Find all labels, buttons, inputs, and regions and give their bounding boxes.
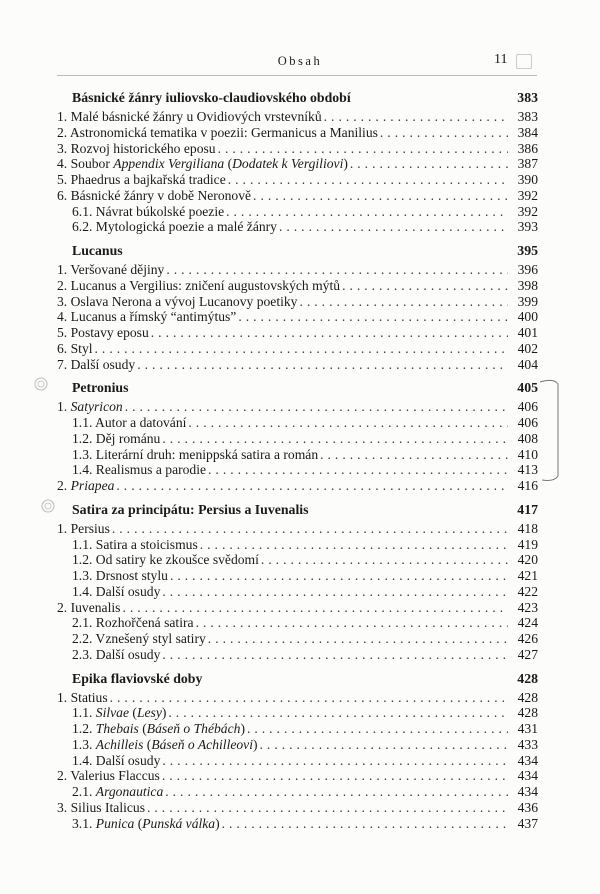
leader-dots (170, 568, 508, 584)
title-part: Iuvenalis (70, 599, 121, 615)
entry-title (57, 341, 93, 357)
title-part: ( (143, 736, 152, 752)
toc-entry[interactable] (57, 415, 538, 431)
title-part: ) (240, 721, 245, 736)
toc-entry[interactable] (57, 357, 538, 373)
toc-section (57, 241, 538, 372)
entry-page: 413 (517, 462, 538, 478)
entry-page: 398 (517, 277, 538, 293)
entry-page: 428 (517, 705, 538, 721)
title-part: Rozvoj historického eposu (70, 140, 216, 156)
toc-entry[interactable] (57, 109, 538, 125)
entry-title (57, 552, 259, 568)
toc-entry[interactable] (57, 768, 538, 784)
entry-number: 6. (57, 187, 68, 203)
toc-entry[interactable] (57, 705, 538, 721)
entry-number: 1.4. (72, 583, 93, 599)
entry-number: 2. (57, 124, 68, 140)
leader-dots (260, 737, 508, 753)
entry-number: 6. (57, 340, 68, 356)
leader-dots (342, 278, 508, 294)
entry-page: 422 (517, 583, 538, 599)
entry-title (57, 647, 160, 663)
entry-title (57, 768, 160, 784)
leader-dots (116, 478, 508, 494)
entry-number: 2.3. (72, 646, 93, 662)
entry-title (57, 584, 160, 600)
toc-entry[interactable] (57, 462, 538, 478)
section-heading[interactable] (57, 88, 538, 109)
entry-title (57, 721, 245, 737)
section-title: Básnické žánry iuliovsko-claudiovského období (72, 90, 351, 105)
title-part: ) (343, 156, 348, 172)
entry-title (57, 204, 224, 220)
toc-entry[interactable] (57, 800, 538, 816)
entry-number: 1.1. (72, 705, 93, 721)
leader-dots (226, 204, 508, 220)
entry-number: 6.2. (72, 219, 93, 235)
leader-dots (162, 768, 508, 784)
title-part: Postavy eposu (70, 325, 149, 340)
toc-entry[interactable] (57, 141, 538, 157)
toc-entry[interactable] (57, 172, 538, 188)
toc-entry[interactable] (57, 690, 538, 706)
section-title: Lucanus (72, 243, 123, 258)
title-part: Rozhořčená satira (95, 615, 194, 631)
title-part: Lucanus a římský “antimýtus” (70, 309, 237, 325)
leader-dots (166, 262, 508, 278)
entry-title (57, 447, 318, 463)
leader-dots (151, 325, 508, 341)
entry-title (57, 172, 226, 188)
entry-title (57, 737, 258, 753)
title-part: Návrat búkolské poezie (95, 203, 225, 219)
entry-title (57, 357, 135, 373)
entry-page: 393 (517, 219, 538, 235)
table-of-contents (57, 88, 538, 837)
entry-number: 1.3. (72, 568, 93, 583)
entry-number: 2.1. (72, 784, 93, 799)
title-part-italic: Báseň o Achilleovi (151, 736, 253, 752)
leader-dots (200, 537, 508, 553)
toc-entry[interactable] (57, 399, 538, 415)
section-page: 383 (517, 90, 538, 105)
entry-title (57, 188, 251, 204)
entry-title (57, 431, 160, 447)
toc-entry[interactable] (57, 309, 538, 325)
entry-page: 434 (517, 768, 538, 784)
leader-dots (196, 615, 508, 631)
entry-page: 404 (517, 356, 538, 372)
entry-page: 390 (517, 172, 538, 187)
title-part: Vznešený styl satiry (95, 631, 206, 646)
toc-entry[interactable] (57, 647, 538, 663)
entry-title (57, 294, 297, 310)
entry-page: 418 (517, 520, 538, 536)
title-part-italic: Achilleis (95, 736, 144, 752)
title-part: ( (134, 815, 143, 831)
leader-dots (279, 219, 508, 235)
entry-number: 1.4. (72, 462, 93, 478)
toc-entry[interactable] (57, 600, 538, 616)
entry-number: 6.1. (72, 203, 93, 219)
entry-page: 426 (517, 631, 538, 646)
entry-number: 2.1. (72, 615, 93, 631)
entry-page: 396 (517, 262, 538, 277)
section-heading[interactable] (57, 241, 538, 262)
entry-page: 424 (517, 615, 538, 631)
section-page: 395 (517, 243, 538, 258)
toc-section (57, 378, 538, 494)
leader-dots (125, 399, 508, 415)
section-page: 405 (517, 380, 538, 396)
entry-number: 5. (57, 325, 68, 340)
entry-page: 434 (517, 752, 538, 768)
toc-entry[interactable] (57, 521, 538, 537)
entry-page: 431 (517, 721, 538, 736)
leader-dots (247, 721, 508, 737)
entry-page: 402 (517, 340, 538, 356)
toc-section (57, 500, 538, 663)
toc-entry[interactable] (57, 125, 538, 141)
entry-title (57, 156, 348, 172)
section-page: 428 (517, 670, 538, 686)
entry-title (57, 141, 216, 157)
entry-page: 433 (517, 736, 538, 752)
title-part-italic: Punská válka (142, 815, 216, 831)
leader-dots (112, 521, 508, 537)
toc-entry[interactable] (57, 325, 538, 341)
entry-number: 2.2. (72, 631, 93, 646)
toc-entry[interactable] (57, 431, 538, 447)
entry-title (57, 615, 194, 631)
toc-entry[interactable] (57, 737, 538, 753)
toc-section (57, 88, 538, 235)
title-part: Soubor (70, 156, 114, 172)
entry-page: 437 (517, 815, 538, 831)
title-part: Drsnost stylu (95, 568, 168, 583)
corner-stamp-icon (516, 54, 532, 69)
toc-entry[interactable] (57, 568, 538, 584)
entry-title (57, 705, 166, 721)
entry-title (57, 399, 123, 415)
title-part: Další osudy (95, 752, 161, 768)
leader-dots (261, 552, 508, 568)
entry-number: 5. (57, 172, 68, 187)
title-part: Persius (70, 520, 110, 536)
title-part: Veršované dějiny (70, 262, 165, 277)
leader-dots (320, 447, 508, 463)
title-part-italic: Silvae (95, 705, 130, 721)
title-part-italic: Punica (95, 815, 135, 831)
pencil-bracket-mark (536, 376, 566, 486)
entry-number: 1. (57, 109, 68, 124)
section-heading[interactable] (57, 378, 538, 399)
title-part: Styl (70, 340, 93, 356)
entry-page: 400 (517, 309, 538, 325)
entry-title (57, 309, 236, 325)
entry-number: 1.2. (72, 552, 93, 568)
entry-page: 392 (517, 187, 538, 203)
entry-number: 3. (57, 799, 68, 815)
entry-title (57, 109, 322, 125)
leader-dots (222, 816, 508, 832)
title-part: Další osudy (95, 583, 161, 599)
entry-page: 410 (517, 446, 538, 462)
title-part: Básnické žánry v době Neronově (70, 187, 252, 203)
entry-title (57, 262, 164, 278)
entry-title (57, 125, 378, 141)
entry-page: 427 (517, 646, 538, 662)
entry-page: 420 (517, 552, 538, 568)
title-part: ( (129, 705, 137, 721)
entry-title (57, 753, 160, 769)
entry-number: 1. (57, 689, 68, 705)
leader-dots (208, 462, 508, 478)
title-part: ) (253, 736, 258, 752)
leader-dots (137, 357, 508, 373)
entry-number: 3. (57, 293, 68, 309)
entry-number: 1. (57, 399, 68, 415)
entry-number: 3. (57, 140, 68, 156)
header-rule (57, 75, 537, 76)
page-number: 11 (494, 52, 508, 67)
title-part-italic: Satyricon (70, 399, 123, 415)
leader-dots (162, 753, 508, 769)
title-part: Oslava Nerona a vývoj Lucanovy poetiky (70, 293, 298, 309)
header-title: Obsah (277, 54, 323, 68)
section-title: Epika flaviovské doby (72, 670, 203, 686)
entry-number: 7. (57, 356, 68, 372)
entry-title (57, 537, 198, 553)
title-part: Autor a datování (95, 415, 187, 430)
entry-title (57, 415, 186, 431)
title-part: Phaedrus a bajkařská tradice (70, 172, 226, 187)
toc-entry[interactable] (57, 294, 538, 310)
entry-page: 408 (517, 430, 538, 446)
title-part: Malé básnické žánry u Ovidiových vrstevníků (70, 109, 322, 124)
title-part-italic: Argonautica (95, 784, 164, 799)
entry-page: 399 (517, 293, 538, 309)
toc-entry[interactable] (57, 219, 538, 235)
entry-title (57, 600, 120, 616)
title-part-italic: Priapea (70, 478, 115, 493)
entry-title (57, 816, 220, 832)
entry-title (57, 462, 206, 478)
leader-dots (162, 647, 508, 663)
entry-number: 1.2. (72, 721, 93, 736)
entry-title (57, 690, 108, 706)
section-title: Petronius (72, 380, 129, 396)
entry-page: 434 (517, 784, 538, 799)
entry-title (57, 278, 340, 294)
section-title: Satira za principátu: Persius a Iuvenalis (72, 501, 309, 517)
toc-entry[interactable] (57, 631, 538, 647)
entry-page: 421 (517, 568, 538, 583)
entry-title (57, 325, 149, 341)
toc-entry[interactable] (57, 753, 538, 769)
toc-entry[interactable] (57, 584, 538, 600)
toc-entry[interactable] (57, 816, 538, 832)
title-part-italic: Báseň o Thébách (146, 721, 241, 736)
toc-entry[interactable] (57, 537, 538, 553)
leader-dots (188, 415, 508, 431)
title-part: ) (161, 705, 167, 721)
leader-dots (147, 800, 508, 816)
entry-page: 436 (517, 799, 538, 815)
entry-number: 2. (57, 599, 68, 615)
section-page: 417 (517, 501, 538, 517)
title-part: Další osudy (70, 356, 136, 372)
title-part: Děj románu (95, 430, 161, 446)
toc-section (57, 669, 538, 832)
leader-dots (165, 784, 508, 800)
title-part: Další osudy (95, 646, 161, 662)
entry-title (57, 521, 110, 537)
entry-page: 419 (517, 536, 538, 552)
section-heading[interactable] (57, 500, 538, 521)
leader-dots (95, 341, 508, 357)
toc-entry[interactable] (57, 721, 538, 737)
leader-dots (380, 125, 508, 141)
entry-page: 383 (517, 109, 538, 124)
entry-title (57, 568, 168, 584)
leader-dots (162, 584, 508, 600)
toc-entry[interactable] (57, 478, 538, 494)
title-part: Literární druh: menippská satira a román (95, 446, 319, 462)
entry-page: 406 (517, 399, 538, 415)
toc-entry[interactable] (57, 204, 538, 220)
toc-entry[interactable] (57, 784, 538, 800)
leader-dots (218, 141, 508, 157)
entry-number: 1.4. (72, 752, 93, 768)
title-part: Astronomická tematika v poezii: Germanicus a Manilius (69, 124, 378, 140)
leader-dots (122, 600, 508, 616)
margin-circle-icon (33, 376, 49, 392)
leader-dots (208, 631, 508, 647)
toc-entry[interactable] (57, 156, 538, 172)
title-part: ) (215, 815, 220, 831)
entry-page: 401 (517, 325, 538, 340)
title-part: Od satiry ke zkoušce svědomí (95, 552, 259, 568)
leader-dots (228, 172, 508, 188)
entry-page: 416 (517, 478, 538, 493)
leader-dots (168, 705, 508, 721)
title-part: Realismus a parodie (95, 462, 207, 478)
toc-entry[interactable] (57, 278, 538, 294)
entry-page: 392 (517, 203, 538, 219)
entry-title (57, 784, 163, 800)
entry-page: 387 (517, 156, 538, 172)
leader-dots (162, 431, 508, 447)
entry-number: 4. (57, 309, 68, 325)
toc-entry[interactable] (57, 341, 538, 357)
entry-number: 3.1. (72, 815, 93, 831)
entry-page: 406 (517, 415, 538, 430)
title-part: ( (224, 156, 233, 172)
title-part: Silius Italicus (70, 799, 145, 815)
entry-title (57, 219, 277, 235)
entry-number: 1.2. (72, 430, 93, 446)
section-heading[interactable] (57, 669, 538, 690)
title-part: ( (138, 721, 147, 736)
toc-entry[interactable] (57, 188, 538, 204)
entry-number: 4. (57, 156, 68, 172)
title-part: Lucanus a Vergilius: zničení augustovských mýtů (70, 277, 341, 293)
toc-entry[interactable] (57, 615, 538, 631)
title-part: Satira a stoicismus (95, 536, 198, 552)
entry-page: 384 (517, 124, 538, 140)
leader-dots (324, 109, 508, 125)
entry-number: 1. (57, 262, 68, 277)
title-part-italic: Lesy (136, 705, 162, 721)
entry-page: 423 (517, 599, 538, 615)
entry-page: 386 (517, 140, 538, 156)
entry-number: 2. (57, 768, 68, 784)
leader-dots (350, 156, 508, 172)
entry-number: 1.1. (72, 415, 93, 430)
entry-title (57, 631, 206, 647)
entry-number: 1.3. (72, 446, 93, 462)
title-part-italic: Dodatek k Vergiliovi (232, 156, 344, 172)
entry-title (57, 478, 114, 494)
title-part: Valerius Flaccus (70, 768, 160, 784)
entry-number: 2. (57, 478, 68, 493)
entry-title (57, 800, 145, 816)
toc-entry[interactable] (57, 447, 538, 463)
entry-number: 1.3. (72, 736, 93, 752)
entry-number: 2. (57, 277, 68, 293)
title-part-italic: Appendix Vergiliana (113, 156, 225, 172)
leader-dots (238, 309, 508, 325)
toc-entry[interactable] (57, 552, 538, 568)
title-part: Mytologická poezie a malé žánry (95, 219, 277, 235)
entry-page: 428 (517, 689, 538, 705)
leader-dots (110, 690, 508, 706)
toc-entry[interactable] (57, 262, 538, 278)
entry-number: 1.1. (72, 536, 93, 552)
leader-dots (299, 294, 508, 310)
entry-number: 1. (57, 520, 68, 536)
leader-dots (253, 188, 508, 204)
title-part-italic: Thebais (95, 721, 139, 736)
title-part: Statius (70, 689, 108, 705)
margin-circle-icon (40, 498, 56, 514)
